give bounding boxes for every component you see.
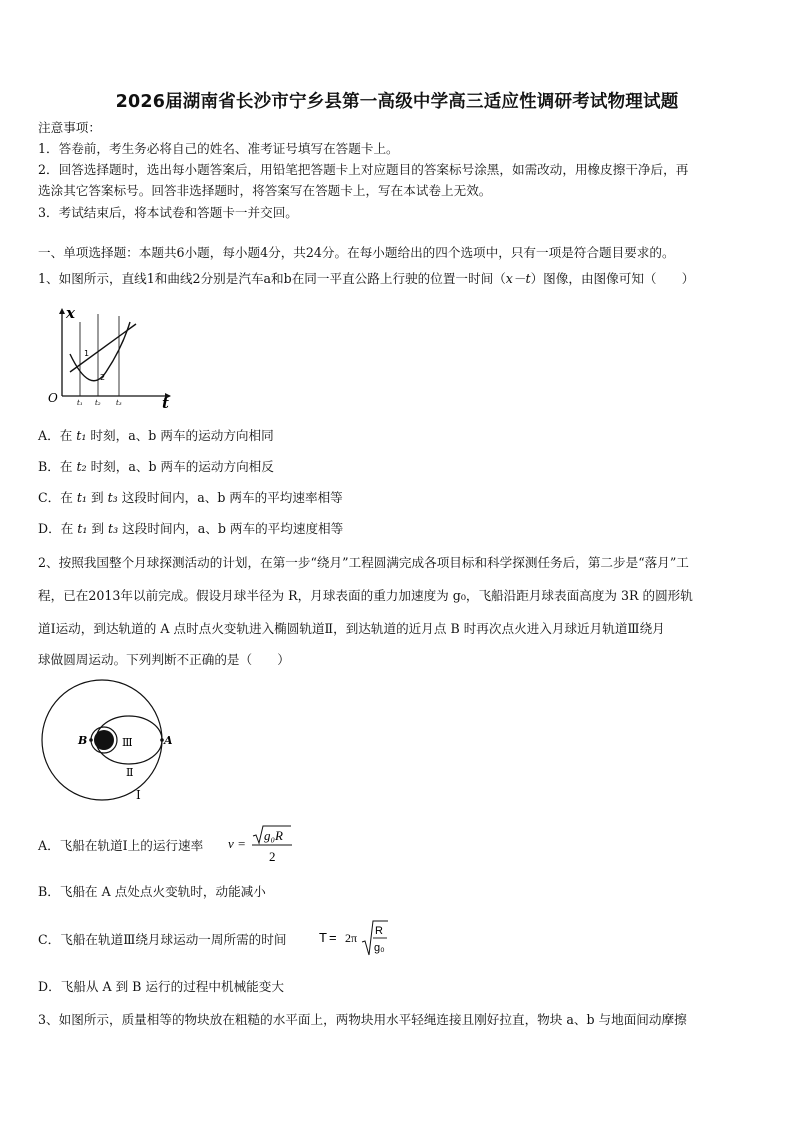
q1-a-sym: t₁ — [76, 428, 87, 443]
q1-stem — [38, 271, 694, 287]
q2-stem-line-1: 2、按照我国整个月球探测活动的计划，在第一步“绕月”工程圆满完成各项目标和科学探测任务后，第二步是“落月”工 — [38, 555, 689, 570]
notice-heading: 注意事项： — [38, 120, 101, 135]
q3-stem: 3、如图所示，质量相等的物块放在粗糙的水平面上，两物块用水平轻绳连接且刚好拉直，物块 a、b 与地面间动摩擦 — [38, 1012, 687, 1027]
q2-stem-line-3: 道Ⅰ运动，到达轨道的 A 点时点火变轨进入椭圆轨道Ⅱ，到达轨道的近月点 B 时再次点火进入月球近月轨道Ⅲ绕月 — [38, 621, 665, 636]
formula-r: R — [375, 925, 383, 937]
x-axis-label: x — [66, 304, 75, 322]
formula-2: 2 — [269, 849, 276, 864]
q1-a-post: 时刻，a、b 两车的运动方向相同 — [86, 428, 274, 443]
label-orbit-3: Ⅲ — [122, 736, 133, 749]
q2-c-formula — [318, 915, 398, 961]
q2-stem-line-4: 球做圆周运动。下列判断不正确的是（ ） — [38, 652, 290, 667]
page-title: 2026届湖南省长沙市宁乡县第一高级中学高三适应性调研考试物理试题 — [115, 92, 679, 112]
tick-t1: t₁ — [77, 399, 83, 407]
q1-option-c[interactable] — [38, 490, 343, 506]
curve-2 — [70, 322, 130, 381]
q1-a-pre: A．在 — [38, 428, 77, 443]
notice-item-2-cont: 选涂其它答案标号。回答非选择题时，将答案写在答题卡上，写在本试卷上无效。 — [38, 183, 492, 198]
q1-option-b[interactable] — [38, 459, 274, 475]
q2-orbit-diagram — [36, 676, 186, 804]
t-axis-label: t — [162, 394, 169, 410]
curve-1-label: 1 — [84, 349, 90, 358]
q1-d-post: 这段时间内，a、b 两车的平均速度相等 — [118, 521, 344, 536]
formula-g0: g₀ — [374, 942, 385, 954]
formula-eq2: = — [329, 930, 337, 945]
q1-b-sym: t₂ — [76, 459, 87, 474]
q1-stem-text: 1、如图所示，直线1和曲线2分别是汽车a和b在同一平直公路上行驶的位置一时间（ — [38, 271, 506, 286]
q1-d-sym: t₁ — [77, 521, 88, 536]
formula-eq: = — [238, 836, 246, 851]
q1-option-a[interactable] — [38, 428, 274, 444]
q1-c-mid: 到 — [86, 490, 108, 505]
q2-c-text: C．飞船在轨道Ⅲ绕月球运动一周所需的时间 — [38, 932, 287, 947]
label-a: A — [164, 734, 173, 747]
formula-g0r: g₀R — [264, 828, 283, 843]
notice-item-2: 2．回答选择题时，选出每小题答案后，用铅笔把答题卡上对应题目的答案标号涂黑，如需改动，用橡皮擦干净后，再 — [38, 162, 689, 177]
notice-item-1: 1．答卷前，考生务必将自己的姓名、准考证号填写在答题卡上。 — [38, 141, 399, 156]
x-axis-arrow — [59, 308, 65, 314]
q1-option-d[interactable] — [38, 521, 343, 537]
label-orbit-2: Ⅱ — [126, 766, 134, 779]
q1-c-sym2: t₃ — [107, 490, 118, 505]
q1-stem-math: x－t — [505, 271, 531, 286]
q1-c-post: 这段时间内，a、b 两车的平均速率相等 — [117, 490, 343, 505]
tick-t3: t₃ — [116, 399, 122, 407]
q1-d-pre: D．在 — [38, 521, 78, 536]
q1-d-mid: 到 — [87, 521, 109, 536]
q2-option-b[interactable]: B．飞船在 A 点处点火变轨时，动能减小 — [38, 884, 266, 899]
q2-a-text: A．飞船在轨道Ⅰ上的运行速率 — [38, 838, 204, 853]
q1-xt-graph — [40, 300, 180, 410]
label-orbit-1: Ⅰ — [136, 788, 141, 802]
origin-label: O — [48, 391, 58, 405]
label-b: B — [78, 734, 88, 747]
q1-stem-text-end: ）图像，由图像可知（ ） — [530, 271, 695, 286]
q1-d-sym2: t₃ — [108, 521, 119, 536]
q1-b-post: 时刻，a、b 两车的运动方向相反 — [86, 459, 274, 474]
q2-option-a[interactable] — [38, 838, 203, 854]
notice-item-3: 3．考试结束后，将本试卷和答题卡一并交回。 — [38, 205, 298, 220]
curve-2-label: 2 — [100, 373, 106, 382]
q2-option-d[interactable]: D．飞船从 A 到 B 运行的过程中机械能变大 — [38, 979, 284, 994]
moon — [94, 730, 114, 750]
q2-a-formula — [227, 823, 297, 869]
formula-v: v — [228, 836, 234, 851]
formula-2pi: 2π — [345, 931, 358, 945]
tick-t2: t₂ — [95, 399, 101, 407]
section-heading: 一、单项选择题：本题共6小题，每小题4分，共24分。在每小题给出的四个选项中，只有一项是符合题目要求的。 — [38, 245, 675, 260]
q1-c-pre: C．在 — [38, 490, 77, 505]
q2-stem-line-2: 程，已在2013年以前完成。假设月球半径为 R，月球表面的重力加速度为 g₀，飞船沿距月球表面高度为 3R 的圆形轨 — [38, 588, 693, 603]
formula-t: T — [319, 930, 327, 945]
q2-option-c[interactable] — [38, 932, 286, 948]
q1-b-pre: B．在 — [38, 459, 77, 474]
point-b — [89, 738, 93, 742]
q1-c-sym: t₁ — [76, 490, 87, 505]
